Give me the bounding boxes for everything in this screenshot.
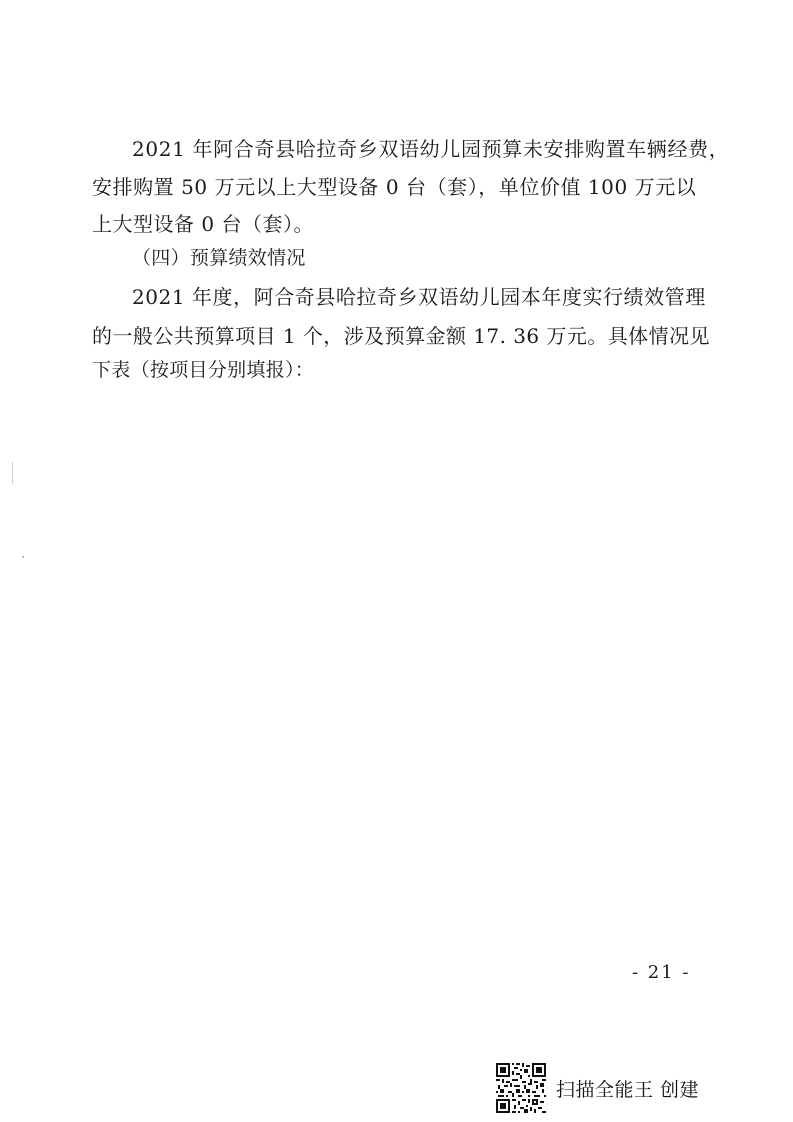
paragraph-line: 的一般公共预算项目 1 个，涉及预算金额 17. 36 万元。具体情况见 bbox=[92, 324, 710, 348]
scan-artifact bbox=[12, 462, 13, 484]
watermark-label: 扫描全能王 创建 bbox=[556, 1078, 700, 1101]
page-number: - 21 - bbox=[632, 962, 691, 983]
scanner-watermark bbox=[496, 1059, 699, 1117]
section-heading: （四）预算绩效情况 bbox=[132, 247, 306, 269]
paragraph-line: 2021 年阿合奇县哈拉奇乡双语幼儿园预算未安排购置车辆经费， bbox=[132, 137, 730, 161]
paragraph-line: 2021 年度，阿合奇县哈拉奇乡双语幼儿园本年度实行绩效管理 bbox=[132, 285, 706, 309]
paragraph-line: 上大型设备 0 台（套）。 bbox=[92, 212, 314, 236]
paragraph-line: 下表（按项目分别填报）： bbox=[92, 359, 315, 381]
qr-code-icon bbox=[496, 1063, 546, 1113]
paragraph-line: 安排购置 50 万元以上大型设备 0 台（套），单位价值 100 万元以 bbox=[92, 175, 697, 199]
scan-artifact bbox=[22, 556, 24, 558]
